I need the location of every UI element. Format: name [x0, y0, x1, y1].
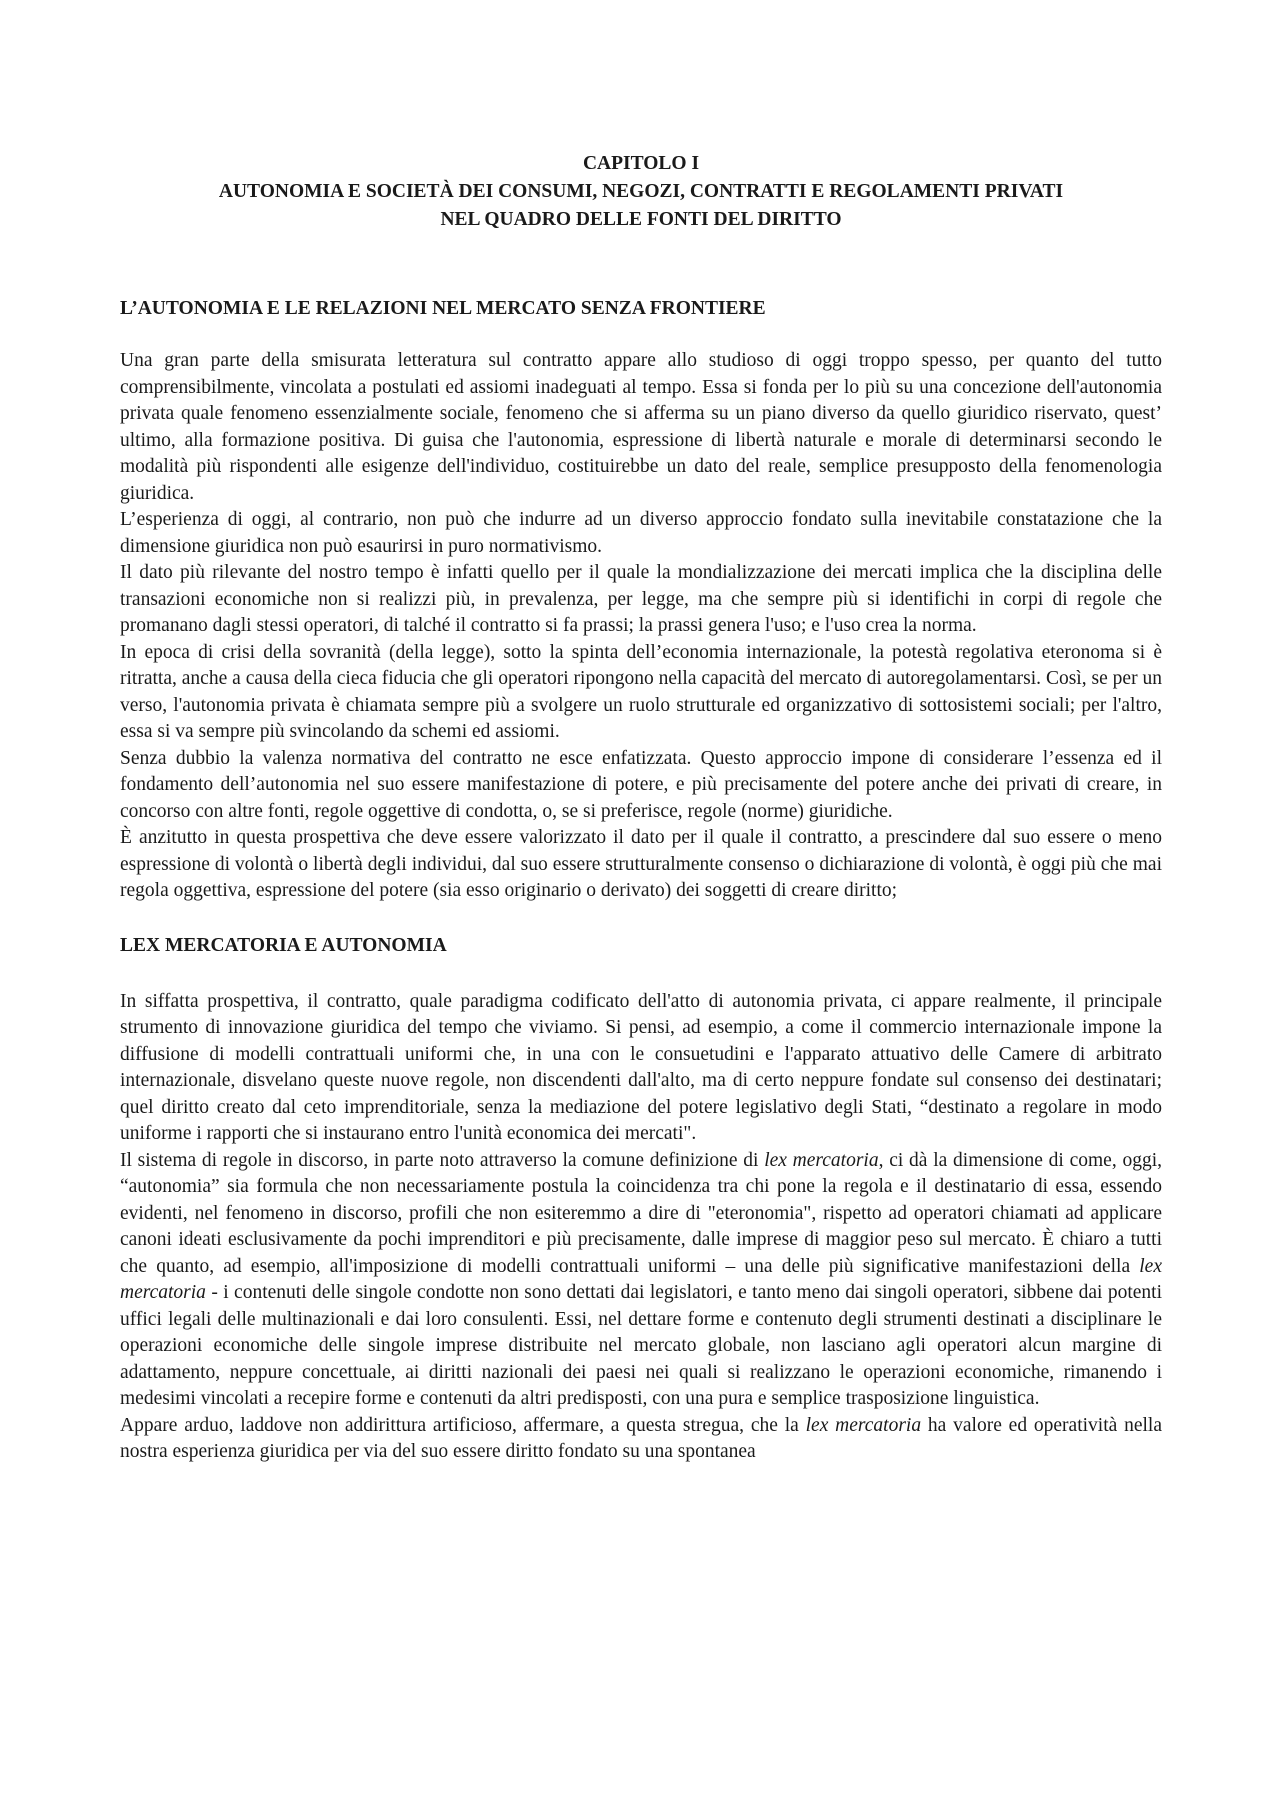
section-body-lex-mercatoria — [120, 989, 1162, 1466]
text-run: Il sistema di regole in discorso, in parte noto attraverso la comune definizione di — [120, 1149, 765, 1171]
italic-term: lex mercatoria — [764, 1149, 879, 1171]
paragraph: In siffatta prospettiva, il contratto, quale paradigma codificato dell'atto di autonomia privata, ci appare realmente, il principale strumento di innovazione giuridica del tempo che viviamo. Si pensi, ad esempio, a come il commercio internazionale impone la diffusione di modelli contrattuali uniformi che, in una con le consuetudini e l'apparato attuativo delle Camere di arbitrato internazionale, disvelano queste nuove regole, non discendenti dall'alto, ma di certo neppure fondate sul consenso dei destinatari; quel diritto creato dal ceto imprenditoriale, senza la mediazione del potere legislativo degli Stati, “destinato a regolare in modo uniforme i rapporti che si instaurano entro l'unità economica dei mercati". — [120, 990, 1162, 1144]
italic-term: lex mercatoria — [805, 1414, 922, 1436]
paragraph: Il dato più rilevante del nostro tempo è infatti quello per il quale la mondializzazione dei mercati implica che la disciplina delle transazioni economiche non si realizzi più, in prevalenza, per legge, ma che sempre più si identifichi in corpi di regole che promanano dagli stessi operatori, di talché il contratto si fa prassi; la prassi genera l'uso; e l'uso crea la norma. — [120, 562, 1162, 636]
paragraph: In epoca di crisi della sovranità (della legge), sotto la spinta dell’economia internazionale, la potestà regolativa eteronoma si è ritratta, anche a causa della cieca fiducia che gli operatori ripongono nella capacità del mercato di autoregolamentarsi. Così, se per un verso, l'autonomia privata è chiamata sempre più a svolgere un ruolo strutturale ed organizzativo di sottosistemi sociali; per l'altro, essa si va sempre più svincolando da schemi ed assiomi. — [120, 641, 1162, 742]
chapter-title-line-2: NEL QUADRO DELLE FONTI DEL DIRITTO — [440, 209, 842, 230]
text-run: , ci dà la dimensione di come, oggi, “autonomia” sia formula che non necessariamente postula la coincidenza tra chi pone la regola e il destinatario di essa, essendo evidenti, nel fenomeno in discorso, profili che non esiteremmo a dire di "eteronomia", rispetto ad operatori chiamati ad applicare canoni ideati esclusivamente da pochi imprenditori e più precisamente, dalle imprese di maggior peso sul mercato. È chiaro a tutti che quanto, ad esempio, all'imposizione di modelli contrattuali uniformi – una delle più significative manifestazioni della — [120, 1149, 1162, 1277]
chapter-label: CAPITOLO I — [582, 153, 700, 174]
section-heading-autonomia: L’AUTONOMIA E LE RELAZIONI NEL MERCATO SENZA FRONTIERE — [120, 298, 766, 319]
text-run: - i contenuti delle singole condotte non sono dettati dai legislatori, e tanto meno dai singoli operatori, sibbene dai potenti uffici legali delle multinazionali e dai loro consulenti. Essi, nel dettare forme e contenuto degli strumenti destinati a disciplinare le operazioni economiche delle singole imprese distribuite nel mercato globale, non lasciano agli operatori alcun margine di adattamento, neppure concettuale, ai diritti nazionali dei paesi nei quali si realizzano le operazioni economiche, rimanendo i medesimi vincolati a recepire forme e contenuti da altri predisposti, con una pura e semplice trasposizione linguistica. — [120, 1282, 1162, 1409]
section-body-autonomia — [120, 348, 1162, 905]
paragraph: Senza dubbio la valenza normativa del contratto ne esce enfatizzata. Questo approccio impone di considerare l’essenza ed il fondamento dell’autonomia nel suo essere manifestazione di potere, e più precisamente del potere anche dei privati di creare, in concorso con altre fonti, regole oggettive di condotta, o, se si preferisce, regole (norme) giuridiche. — [120, 747, 1162, 822]
text-run: Appare arduo, laddove non addirittura artificioso, affermare, a questa stregua, che la — [120, 1414, 806, 1436]
paragraph — [120, 1413, 1162, 1466]
chapter-header — [120, 150, 1162, 234]
paragraph — [120, 1148, 1162, 1413]
chapter-title-line-1: AUTONOMIA E SOCIETÀ DEI CONSUMI, NEGOZI, CONTRATTI E REGOLAMENTI PRIVATI — [218, 181, 1064, 202]
paragraph: L’esperienza di oggi, al contrario, non può che indurre ad un diverso approccio fondato sulla inevitabile constatazione che la dimensione giuridica non può esaurirsi in puro normativismo. — [120, 509, 1162, 557]
section-heading-lex-mercatoria: LEX MERCATORIA E AUTONOMIA — [120, 934, 447, 956]
document-page — [120, 150, 1162, 1466]
text-run: ha valore ed operatività nella nostra esperienza giuridica per via del suo essere diritto fondato su una spontanea — [120, 1414, 1162, 1462]
paragraph: Una gran parte della smisurata letteratura sul contratto appare allo studioso di oggi troppo spesso, per quanto del tutto comprensibilmente, vincolata a postulati ed assiomi inadeguati al tempo. Essa si fonda per lo più su una concezione dell'autonomia privata quale fenomeno essenzialmente sociale, fenomeno che si afferma su un piano diverso da quello giuridico riservato, quest’ ultimo, alla formazione positiva. Di guisa che l'autonomia, espressione di libertà naturale e morale di determinarsi secondo le modalità più rispondenti alle esigenze dell'individuo, costituirebbe un dato del reale, semplice presupposto della fenomenologia giuridica. — [120, 350, 1162, 504]
paragraph: È anzitutto in questa prospettiva che deve essere valorizzato il dato per il quale il contratto, a prescindere dal suo essere o meno espressione di volontà o libertà degli individui, dal suo essere strutturalmente consenso o dichiarazione di volontà, è oggi più che mai regola oggettiva, espressione del potere (sia esso originario o derivato) dei soggetti di creare diritto; — [120, 827, 1162, 901]
italic-term: lex mercatoria — [120, 1255, 1162, 1303]
